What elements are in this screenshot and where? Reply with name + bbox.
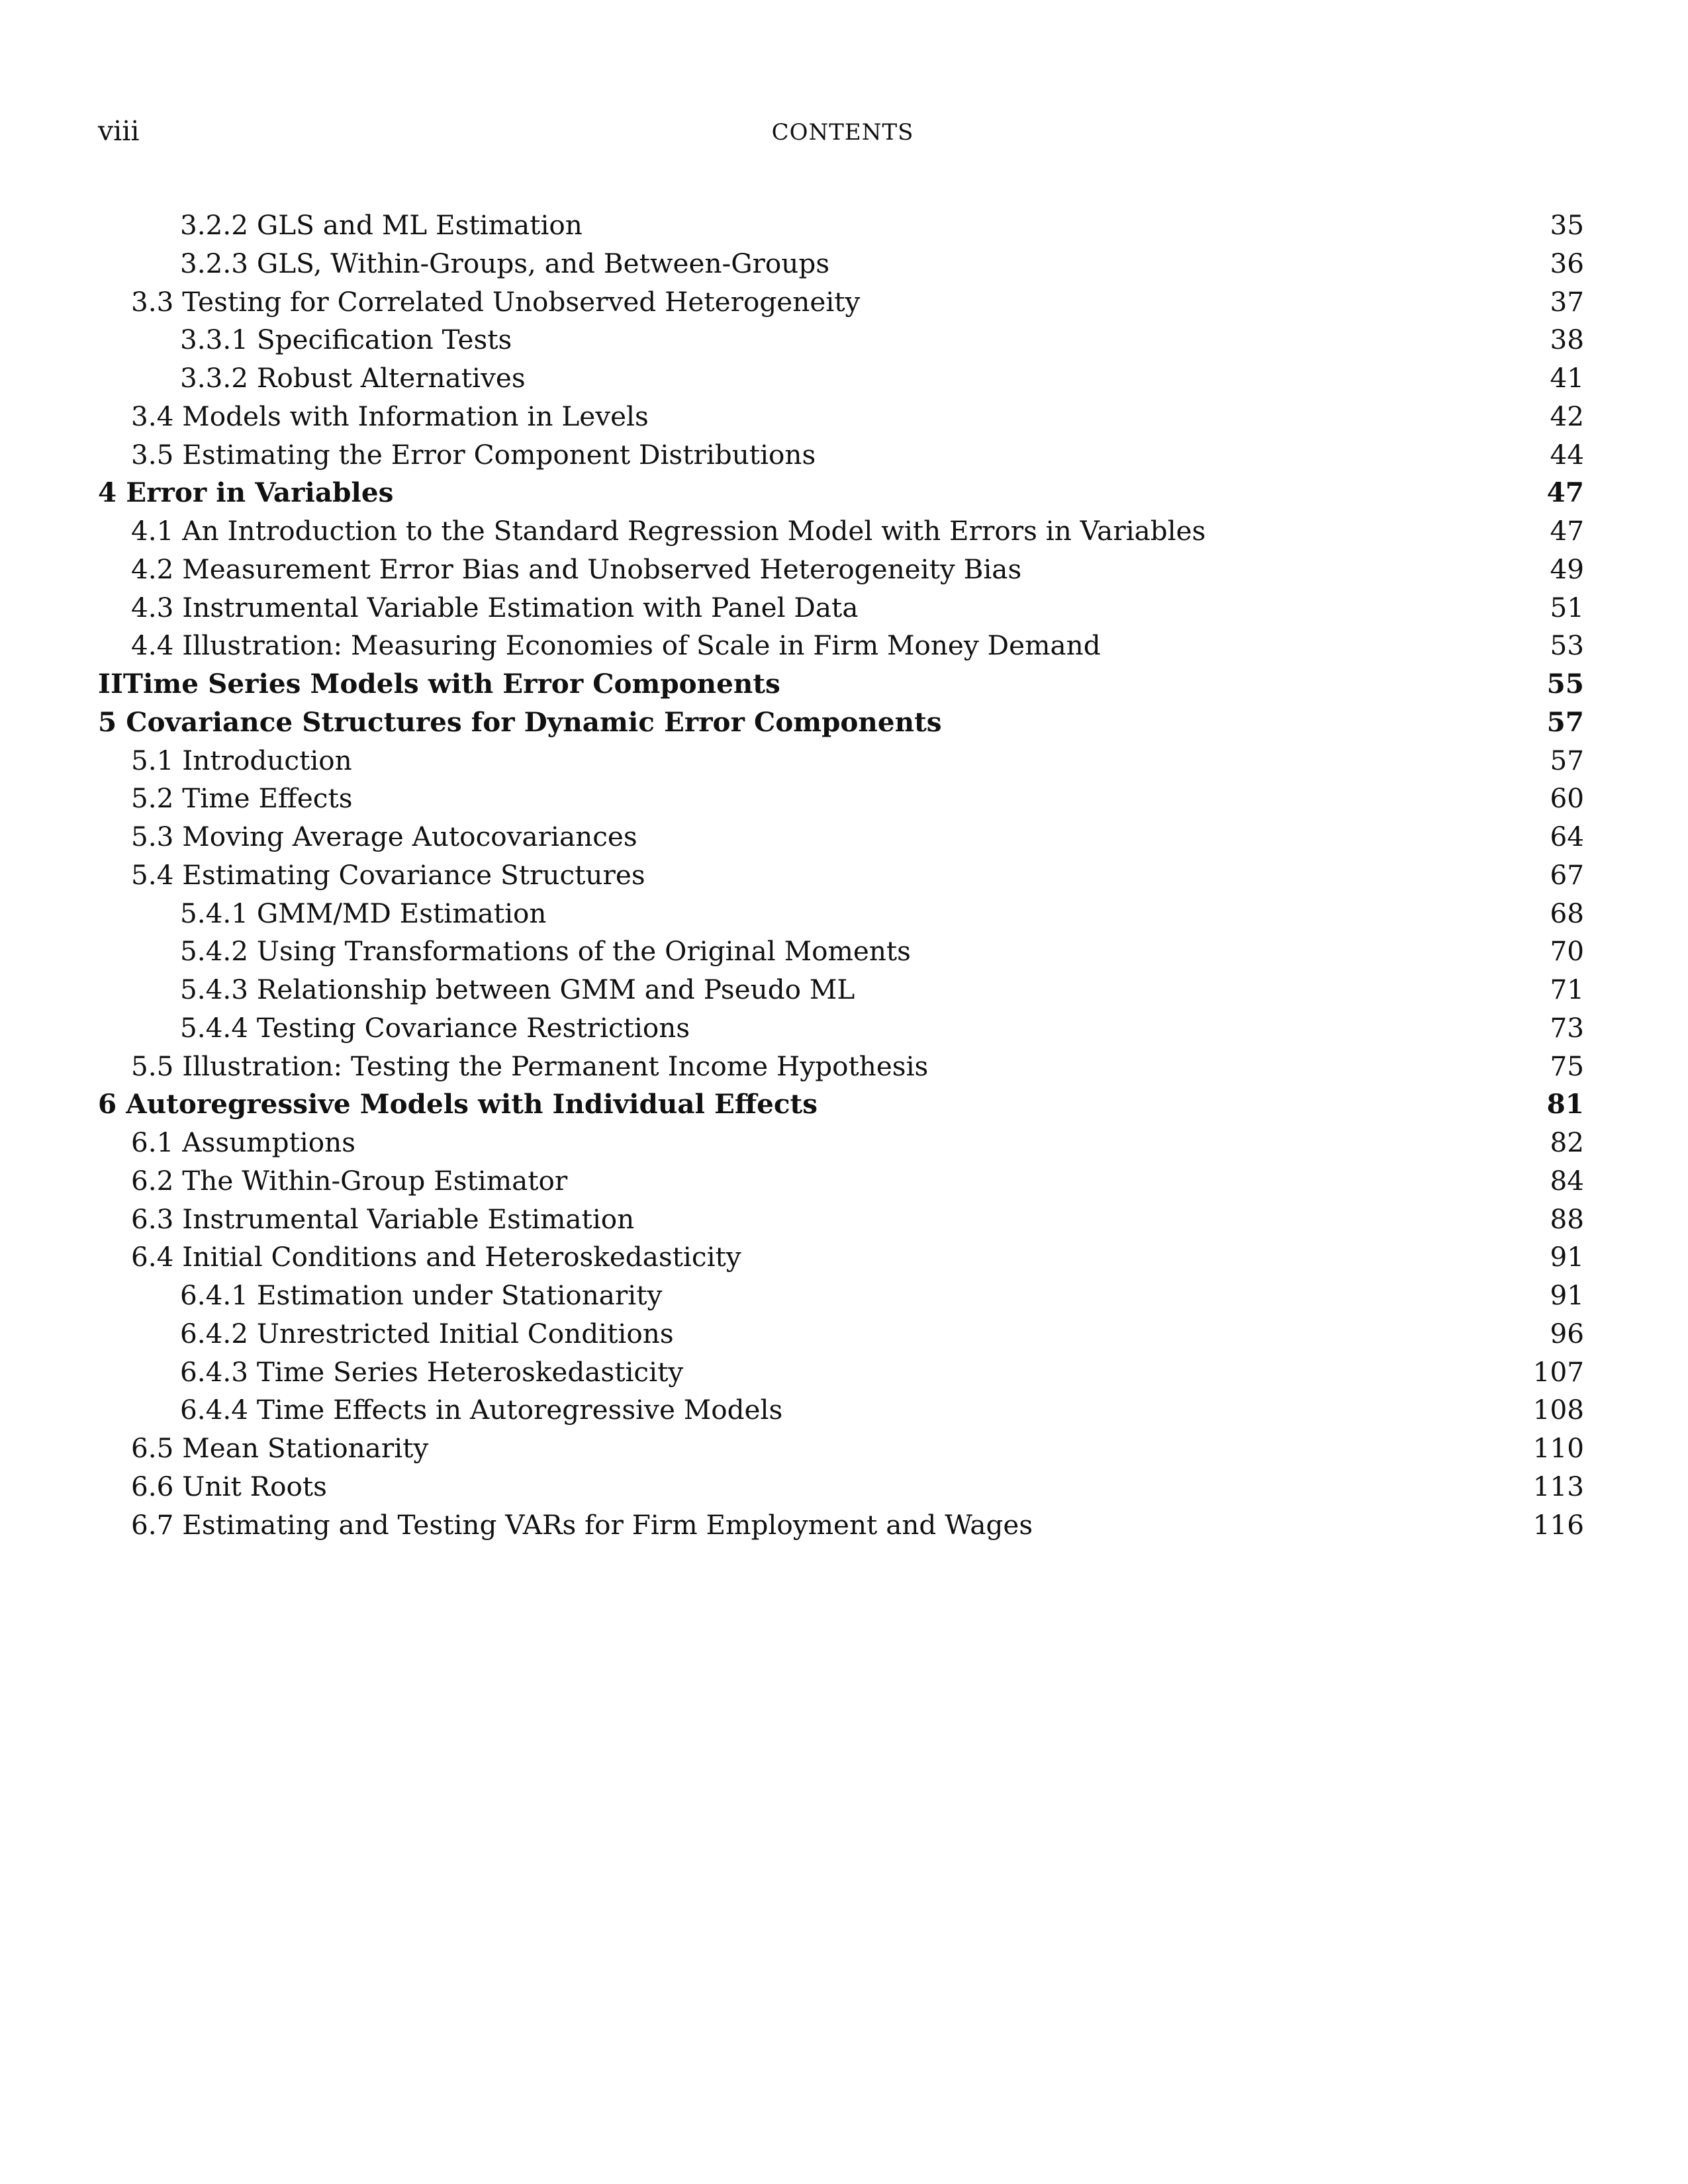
toc-page-number: 84 [1550, 1164, 1584, 1197]
toc-section-entry [98, 1468, 1584, 1506]
toc-entry-title: 6.4 Initial Conditions and Heteroskedasticity [131, 1241, 741, 1273]
toc-page-number: 57 [1546, 705, 1584, 738]
toc-entry-title: 6.7 Estimating and Testing VARs for Firm Employment and Wages [131, 1508, 1033, 1541]
toc-entry-title: 6.4.1 Estimation under Stationarity [180, 1279, 663, 1311]
toc-entry-title: 5.4.2 Using Transformations of the Original Moments [180, 935, 911, 968]
toc-page-number: 75 [1550, 1050, 1584, 1082]
toc-subsection-entry [98, 1315, 1584, 1353]
toc-entry-title: 5.4.4 Testing Covariance Restrictions [180, 1011, 690, 1044]
toc-page-number: 35 [1550, 209, 1584, 241]
toc-entry-title: 6.5 Mean Stationarity [131, 1432, 429, 1464]
toc-section-entry [98, 398, 1584, 436]
toc-page-number: 47 [1550, 515, 1584, 547]
toc-subsection-entry [98, 1009, 1584, 1048]
toc-section-entry [98, 551, 1584, 589]
toc-page-number: 67 [1550, 858, 1584, 891]
toc-chapter-entry [98, 704, 1584, 742]
toc-entry-title: 3.2.2 GLS and ML Estimation [180, 209, 583, 241]
toc-subsection-entry [98, 321, 1584, 359]
toc-entry-title: 5.4.3 Relationship between GMM and Pseudo ML [180, 974, 855, 1005]
toc-subsection-entry [98, 1353, 1584, 1392]
toc-section-entry [98, 1162, 1584, 1201]
toc-entry-title: 6.4.3 Time Series Heteroskedasticity [180, 1355, 684, 1388]
toc-section-entry [98, 818, 1584, 856]
toc-subsection-entry [98, 359, 1584, 398]
toc-entry-title: 3.3.2 Robust Alternatives [180, 362, 526, 394]
toc-page-number: 38 [1550, 324, 1584, 356]
toc-chapter-entry [98, 665, 1584, 704]
toc-page-number: 47 [1546, 477, 1584, 509]
toc-entry-title: 3.3.1 Specification Tests [180, 324, 512, 356]
toc-page-number: 81 [1546, 1088, 1584, 1120]
toc-page-number: 73 [1550, 1011, 1584, 1044]
toc-section-entry [98, 856, 1584, 895]
toc-page-number: 82 [1550, 1126, 1584, 1158]
toc-section-entry [98, 512, 1584, 551]
toc-entry-title: 5.5 Illustration: Testing the Permanent Income Hypothesis [131, 1050, 929, 1082]
toc-subsection-entry [98, 971, 1584, 1009]
toc-page-number: 88 [1550, 1203, 1584, 1235]
toc-entry-title: 6.6 Unit Roots [131, 1470, 327, 1502]
toc-page-number: 116 [1532, 1508, 1584, 1541]
toc-entry-title: 3.5 Estimating the Error Component Distributions [131, 438, 816, 471]
toc-page-number: 51 [1550, 591, 1584, 623]
toc-page-number: 68 [1550, 897, 1584, 929]
toc-entry-title: 5.1 Introduction [131, 744, 352, 776]
toc-subsection-entry [98, 895, 1584, 933]
toc-page-number: 108 [1532, 1394, 1584, 1426]
toc-page-number: 36 [1550, 247, 1584, 279]
toc-page-number: 91 [1550, 1279, 1584, 1311]
toc-entry-title: 5.4.1 GMM/MD Estimation [180, 897, 547, 929]
toc-section-entry [98, 1430, 1584, 1468]
toc-page-number: 53 [1550, 629, 1584, 662]
toc-entry-title: 6.1 Assumptions [131, 1126, 355, 1158]
toc-section-entry [98, 1124, 1584, 1162]
toc-page-number: 110 [1532, 1432, 1584, 1464]
toc-section-entry [98, 1506, 1584, 1545]
toc-page-number: 64 [1550, 821, 1584, 852]
toc-section-entry [98, 1238, 1584, 1277]
toc-page-number: 37 [1550, 285, 1584, 318]
toc-page-number: 96 [1550, 1317, 1584, 1349]
toc-entry-title: 4.1 An Introduction to the Standard Regression Model with Errors in Variables [131, 515, 1206, 547]
toc-entry-title: 4.2 Measurement Error Bias and Unobserved Heterogeneity Bias [131, 553, 1022, 585]
toc-section-entry [98, 1201, 1584, 1239]
running-title: CONTENTS [771, 119, 914, 146]
page-number: viii [98, 115, 140, 147]
toc-subsection-entry [98, 933, 1584, 971]
toc-entry-title: 3.2.3 GLS, Within-Groups, and Between-Groups [180, 247, 830, 279]
toc-page-number: 44 [1550, 438, 1584, 471]
toc-entry-title: 5.4 Estimating Covariance Structures [131, 858, 645, 891]
toc-page-number: 41 [1550, 362, 1584, 394]
toc-entry-title: 6.4.4 Time Effects in Autoregressive Models [180, 1394, 783, 1426]
toc-section-entry [98, 627, 1584, 665]
toc-page-number: 49 [1550, 553, 1584, 585]
toc-section-entry [98, 283, 1584, 322]
toc-section-entry [98, 1048, 1584, 1086]
toc-entry-title: IITime Series Models with Error Components [98, 668, 780, 700]
toc-page-number: 91 [1550, 1241, 1584, 1273]
toc-section-entry [98, 436, 1584, 475]
toc-page-number: 113 [1532, 1470, 1584, 1502]
toc-section-entry [98, 780, 1584, 818]
toc-entry-title: 3.3 Testing for Correlated Unobserved Heterogeneity [131, 285, 861, 318]
toc-entry-title: 6 Autoregressive Models with Individual Effects [98, 1088, 818, 1120]
running-head [98, 111, 1587, 151]
toc-entry-title: 4 Error in Variables [98, 477, 394, 509]
toc-entry-title: 5.2 Time Effects [131, 782, 353, 815]
toc-chapter-entry [98, 474, 1584, 512]
toc-entry-title: 6.2 The Within-Group Estimator [131, 1164, 568, 1197]
toc-entry-title: 5.3 Moving Average Autocovariances [131, 821, 637, 852]
toc-subsection-entry [98, 206, 1584, 245]
toc-page-number: 60 [1550, 782, 1584, 815]
toc-subsection-entry [98, 1277, 1584, 1315]
toc-page-number: 57 [1550, 744, 1584, 776]
table-of-contents [98, 206, 1584, 1544]
toc-entry-title: 3.4 Models with Information in Levels [131, 400, 649, 432]
toc-page-number: 107 [1532, 1355, 1584, 1388]
toc-page-number: 70 [1550, 935, 1584, 968]
toc-entry-title: 4.3 Instrumental Variable Estimation with Panel Data [131, 591, 859, 623]
toc-subsection-entry [98, 245, 1584, 283]
toc-page-number: 42 [1550, 400, 1584, 432]
toc-entry-title: 6.4.2 Unrestricted Initial Conditions [180, 1317, 674, 1349]
toc-subsection-entry [98, 1391, 1584, 1430]
toc-page-number: 71 [1550, 974, 1584, 1005]
toc-section-entry [98, 589, 1584, 627]
toc-section-entry [98, 742, 1584, 780]
toc-chapter-entry [98, 1085, 1584, 1124]
toc-entry-title: 5 Covariance Structures for Dynamic Error Components [98, 705, 942, 738]
toc-page-number: 55 [1546, 668, 1584, 700]
toc-entry-title: 6.3 Instrumental Variable Estimation [131, 1203, 635, 1235]
toc-entry-title: 4.4 Illustration: Measuring Economies of Scale in Firm Money Demand [131, 629, 1101, 662]
